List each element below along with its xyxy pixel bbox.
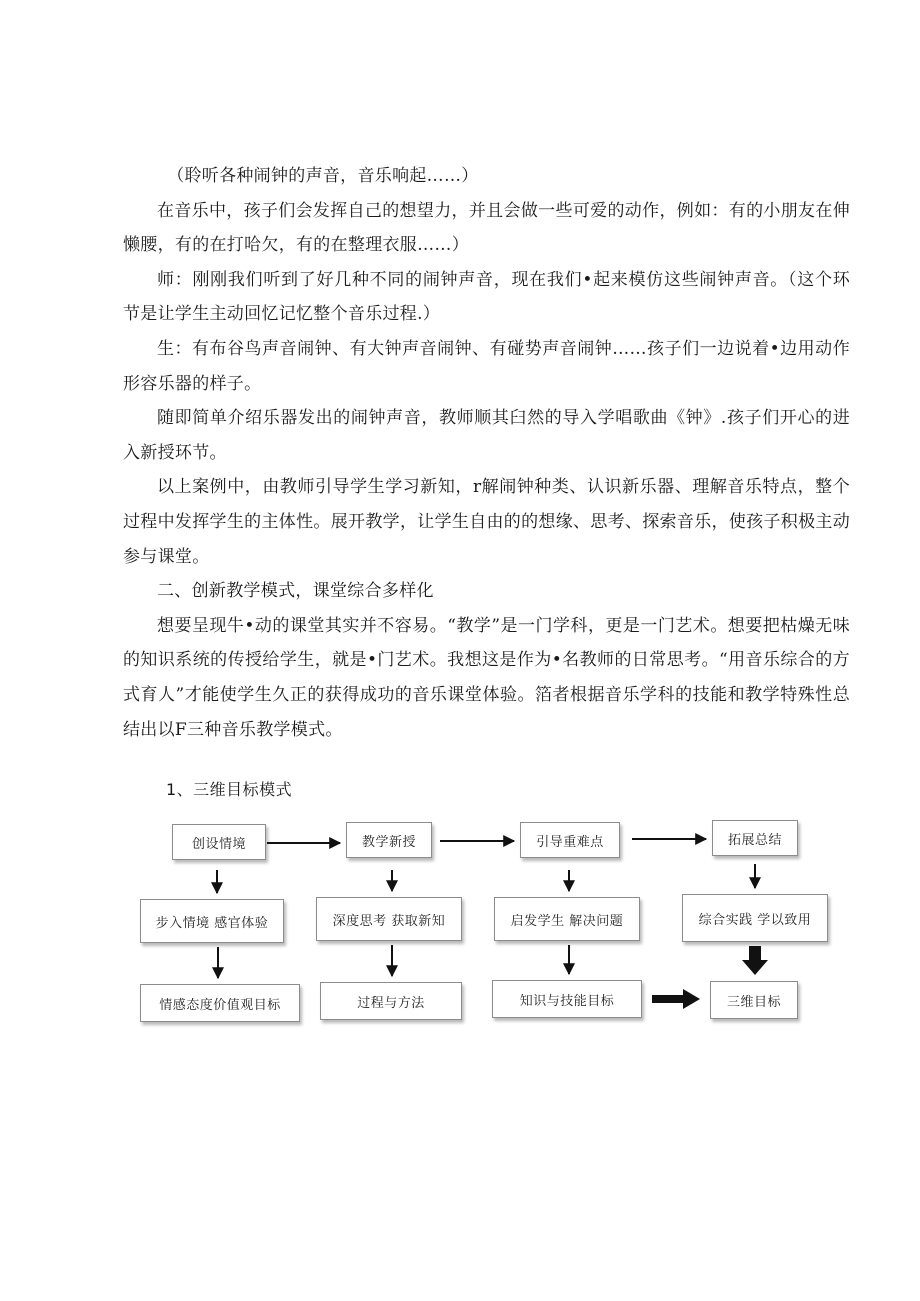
box-think-acquire: 深度思考 获取新知: [316, 897, 462, 941]
arrow-thick-down: [742, 946, 768, 975]
paragraph-music-actions: 在音乐中，孩子们会发挥自己的想望力，并且会做一些可爱的动作，例如：有的小朋友在伸懒腰，有的在打哈欠，有的在整理衣服……）: [123, 200, 850, 256]
paragraph-student: 生：有布谷鸟声音闹钟、有大钟声音闹钟、有碰势声音闹钟……孩子们一边说着•边用动作形容乐器的样子。: [123, 338, 850, 394]
box-teach-new: 教学新授: [346, 822, 432, 858]
paragraph-teaching-art: 想要呈现牛•动的课堂其实并不容易。“教学”是一门学科，更是一门艺术。想要把枯燥无味的知识系统的传授给学生，就是•门艺术。我想这是作为•名教师的日常思考。“用音乐综合的方式育人”才能使学生久正的获得成功的音乐课堂体验。箔者根据音乐学科的技能和教学特殊性总结出以F三种音乐教学模式。: [123, 615, 850, 740]
box-three-dimension-goal: 三维目标: [710, 981, 798, 1019]
box-create-context: 创设情境: [172, 824, 266, 860]
section-title-innovation: 二、创新教学模式，课堂综合多样化: [157, 581, 434, 602]
box-attitude-goal: 情感态度价值观目标: [140, 984, 300, 1022]
box-extend-summary: 拓展总结: [712, 820, 798, 856]
paragraph-listening: （聆听各种闹钟的声音，音乐响起……）: [167, 166, 479, 186]
box-key-points: 引导重难点: [520, 822, 620, 858]
paragraph-case-summary: 以上案例中，由教师引导学生学习新知，r解闹钟种类、认识新乐器、理解音乐特点，整个过程中发挥学生的主体性。展开教学，让学生自由的的想缘、思考、探索音乐，使孩子积极主动参与课堂。: [123, 477, 850, 567]
box-enter-experience: 步入情境 感官体验: [140, 899, 284, 943]
box-knowledge-goal: 知识与技能目标: [492, 980, 642, 1018]
arrow-thick-right: [652, 989, 700, 1009]
diagram-heading: 1、三维目标模式: [166, 780, 293, 799]
box-process-method: 过程与方法: [320, 982, 462, 1020]
box-inspire-solve: 启发学生 解决问题: [494, 897, 640, 941]
paragraph-teacher: 师：刚刚我们听到了好几种不同的闹钟声音，现在我们•起来模仿这些闹钟声音。（这个环节是让学生主动回忆记忆整个音乐过程.）: [123, 269, 850, 325]
box-practice-apply: 综合实践 学以致用: [682, 894, 828, 942]
paragraph-introduction: 随即简单介绍乐器发出的闹钟声音，教师顺其臼然的导入学唱歌曲《钟》.孩子们开心的进入新授环节。: [123, 408, 850, 463]
